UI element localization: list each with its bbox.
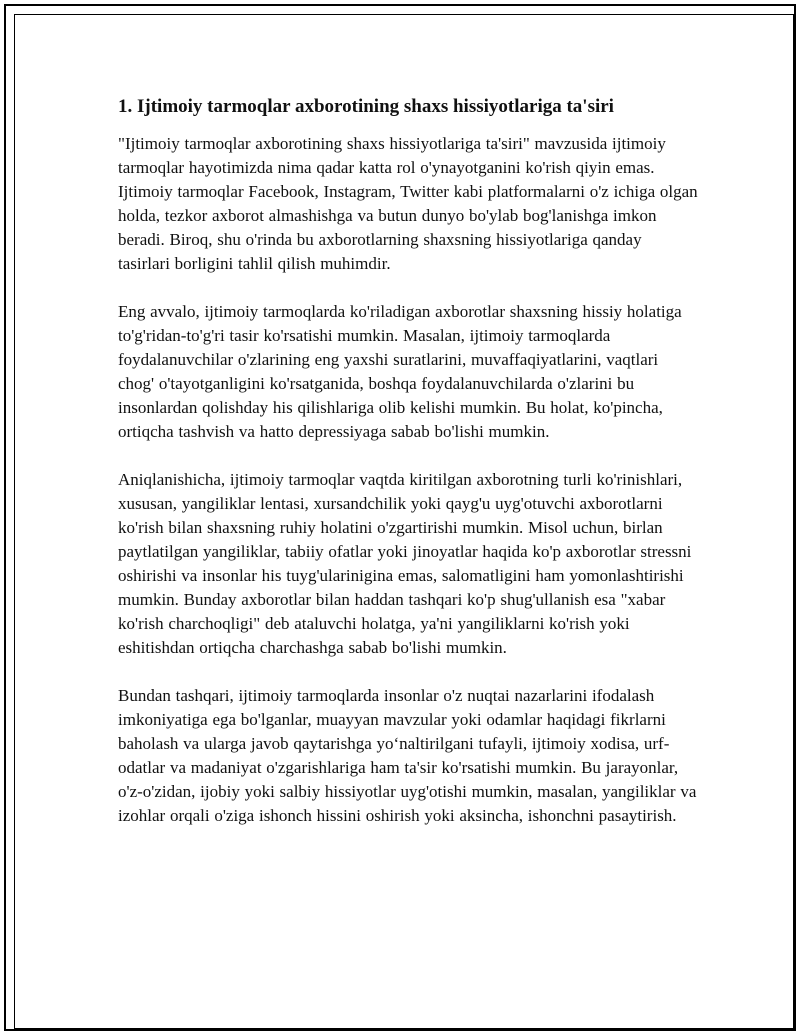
paragraph-2: Eng avvalo, ijtimoiy tarmoqlarda ko'riladigan axborotlar shaxsning hissiy holatiga to'g'ridan-to'g'ri tasir ko'rsatishi mumkin. Masalan, ijtimoiy tarmoqlarda foydalanuvchilar o'zlarining eng yaxshi suratlarini, muvaffaqiyatlarini, vaqtlari chog' o'tayotganligini ko'rsatganida, boshqa foydalanuvchilarda o'zlarini bu insonlardan qolishday his qilishlariga olib kelishi mumkin. Bu holat, ko'pincha, ortiqcha tashvish va hatto depressiyaga sabab bo'lishi mumkin.	[118, 302, 682, 441]
paragraph-4: Bundan tashqari, ijtimoiy tarmoqlarda insonlar o'z nuqtai nazarlarini ifodalash imkoniyatiga ega bo'lganlar, muayyan mavzular yoki odamlar haqidagi fikrlarni baholash va ularga javob qaytarishga yo‘naltirilgani tufayli, ijtimoiy xodisa, urf-odatlar va madaniyat o'zgarishlariga ham ta'sir ko'rsatishi mumkin. Bu jarayonlar, o'z-o'zidan, ijobiy yoki salbiy hissiyotlar uyg'otishi mumkin, masalan, yangiliklar va izohlar orqali o'ziga ishonch hissini oshirish yoki aksincha, ishonchni pasaytirish.	[118, 686, 697, 825]
paragraph-1: "Ijtimoiy tarmoqlar axborotining shaxs hissiyotlariga ta'siri" mavzusida ijtimoiy tarmoqlar hayotimizda nima qadar katta rol o'ynayotganini ko'rish qiyin emas. Ijtimoiy tarmoqlar Facebook, Instagram, Twitter kabi platformalarni o'z ichiga olgan holda, tezkor axborot almashishga va butun dunyo bo'ylab bog'lanishga imkon beradi. Biroq, shu o'rinda bu axborotlarning shaxsning hissiyotlariga qanday tasirlari borligini tahlil qilish muhimdir.	[118, 134, 698, 273]
document-body	[118, 94, 698, 852]
section-heading: 1. Ijtimoiy tarmoqlar axborotining shaxs hissiyotlariga ta'siri	[118, 96, 614, 117]
paragraph-3: Aniqlanishicha, ijtimoiy tarmoqlar vaqtda kiritilgan axborotning turli ko'rinishlari, xususan, yangiliklar lentasi, xursandchilik yoki qayg'u uyg'otuvchi axborotlarni ko'rish bilan shaxsning ruhiy holatini o'zgartirishi mumkin. Misol uchun, birlan paytlatilgan yangiliklar, tabiiy ofatlar yoki jinoyatlar haqida ko'p axborotlar stressni oshirishi va insonlar his tuyg'ularinigina emas, salomatligini ham yomonlashtirishi mumkin. Bunday axborotlar bilan haddan tashqari ko'p shug'ullanish esa "xabar ko'rish charchoqligi" deb ataluvchi holatga, ya'ni yangiliklarni ko'rish yoki eshitishdan ortiqcha charchashga sabab bo'lishi mumkin.	[118, 470, 692, 657]
